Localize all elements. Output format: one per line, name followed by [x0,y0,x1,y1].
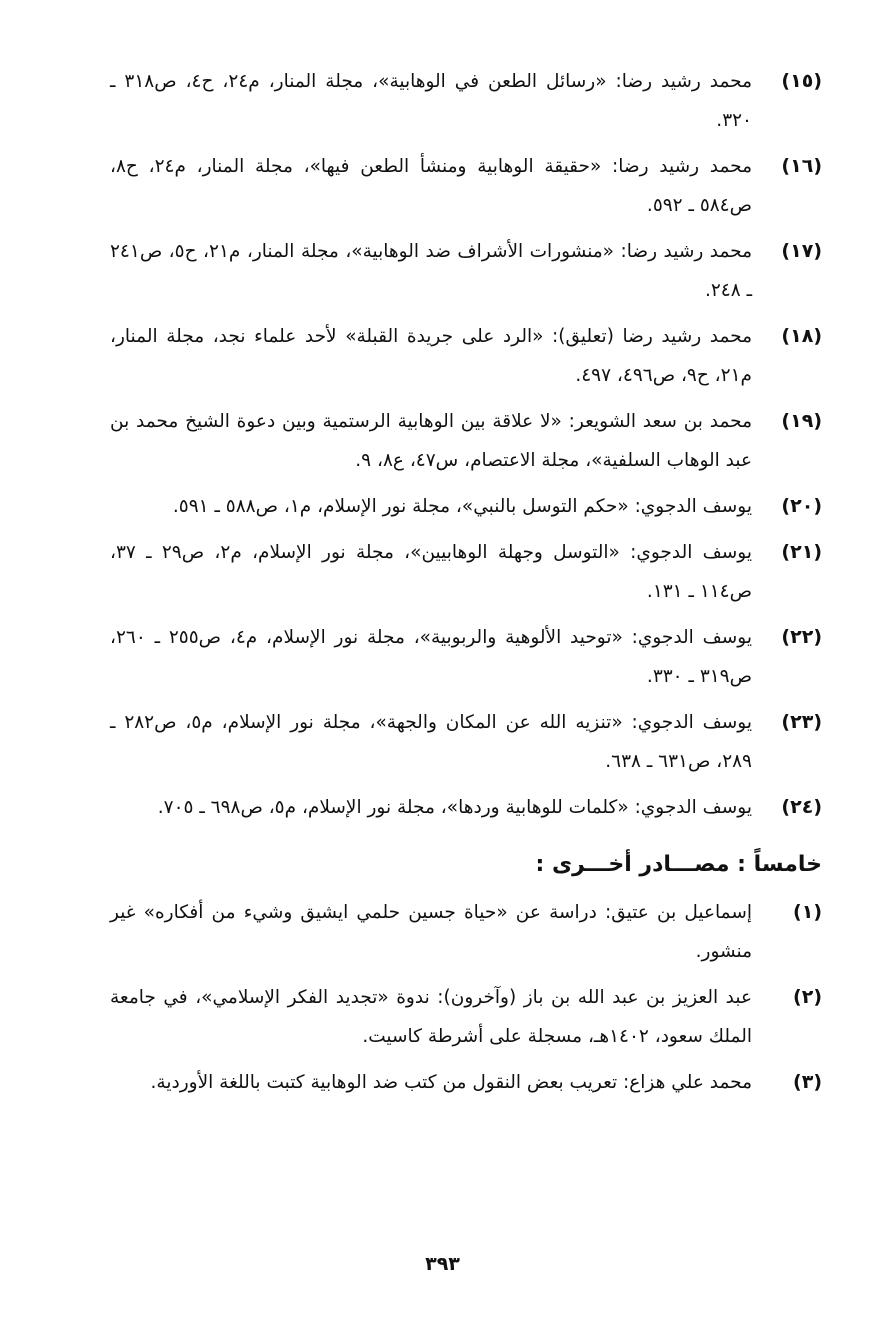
reference-text: يوسف الدجوي: «حكم التوسل بالنبي»، مجلة نور الإسلام، م١، ص٥٨٨ ـ ٥٩١. [172,496,752,517]
reference-entry [110,232,822,310]
reference-number: (٢٠) [781,495,822,517]
source-text: عبد العزيز بن عبد الله بن باز (وآخرون): ندوة «تجديد الفكر الإسلامي»، في جامعة الملك سعود، ١٤٠٢هـ، مسجلة على أشرطة كاسيت. [110,987,752,1047]
reference-text: محمد رشيد رضا: «حقيقة الوهابية ومنشأ الطعن فيها»، مجلة المنار، م٢٤، ح٨، ص٥٨٤ ـ ٥٩٢. [110,156,752,216]
reference-entry [110,703,822,781]
source-number: (٢) [793,986,822,1008]
reference-text: يوسف الدجوي: «تنزيه الله عن المكان والجهة»، مجلة نور الإسلام، م٥، ص٢٨٢ ـ ٢٨٩، ص٦٣١ ـ ٦٣٨. [110,712,752,772]
other-sources-list [110,893,822,1102]
source-entry [110,893,822,971]
reference-number: (٢٤) [781,796,822,818]
reference-number: (١٦) [781,155,822,177]
reference-text: محمد رشيد رضا: «رسائل الطعن في الوهابية»، مجلة المنار، م٢٤، ح٤، ص٣١٨ ـ ٣٢٠. [110,71,752,131]
reference-entry [110,317,822,395]
reference-text: يوسف الدجوي: «توحيد الألوهية والربوبية»، مجلة نور الإسلام، م٤، ص٢٥٥ ـ ٢٦٠، ص٣١٩ ـ ٣٣٠. [110,627,753,687]
reference-entry [110,62,822,140]
source-number: (١) [793,901,822,923]
reference-number: (٢٣) [781,711,822,733]
source-entry [110,978,822,1056]
reference-entry [110,618,822,696]
references-list [110,62,822,827]
reference-text: محمد رشيد رضا: «منشورات الأشراف ضد الوهابية»، مجلة المنار، م٢١، ح٥، ص٢٤١ ـ ٢٤٨. [110,241,753,301]
reference-entry [110,487,822,526]
section-heading: خامساً : مصـــادر أخـــرى : [535,852,822,877]
reference-number: (١٩) [781,410,822,432]
source-number: (٣) [793,1071,822,1093]
page-number: ٣٩٣ [425,1253,460,1275]
reference-text: يوسف الدجوي: «كلمات للوهابية وردها»، مجلة نور الإسلام، م٥، ص٦٩٨ ـ ٧٠٥. [157,797,752,818]
reference-entry [110,788,822,827]
source-text: محمد علي هزاع: تعريب بعض النقول من كتب ضد الوهابية كتبت باللغة الأوردية. [150,1072,752,1093]
reference-page [110,62,822,1109]
reference-number: (٢١) [781,541,822,563]
reference-entry [110,402,822,480]
source-entry [110,1063,822,1102]
reference-number: (٢٢) [781,626,822,648]
reference-entry [110,533,822,611]
reference-number: (١٥) [781,70,822,92]
reference-entry [110,147,822,225]
reference-text: محمد بن سعد الشويعر: «لا علاقة بين الوهابية الرستمية وبين دعوة الشيخ محمد بن عبد الوهاب السلفية»، مجلة الاعتصام، س٤٧، ع٨، ٩. [110,411,752,471]
reference-text: يوسف الدجوي: «التوسل وجهلة الوهابيين»، مجلة نور الإسلام، م٢، ص٢٩ ـ ٣٧، ص١١٤ ـ ١٣١. [110,542,752,602]
source-text: إسماعيل بن عتيق: دراسة عن «حياة جسين حلمي ايشيق وشيء من أفكاره» غير منشور. [110,902,752,962]
reference-number: (١٧) [781,240,822,262]
reference-text: محمد رشيد رضا (تعليق): «الرد على جريدة القبلة» لأحد علماء نجد، مجلة المنار، م٢١، ح٩، ص٤٩٦، ٤٩٧. [110,326,752,386]
reference-number: (١٨) [781,325,822,347]
